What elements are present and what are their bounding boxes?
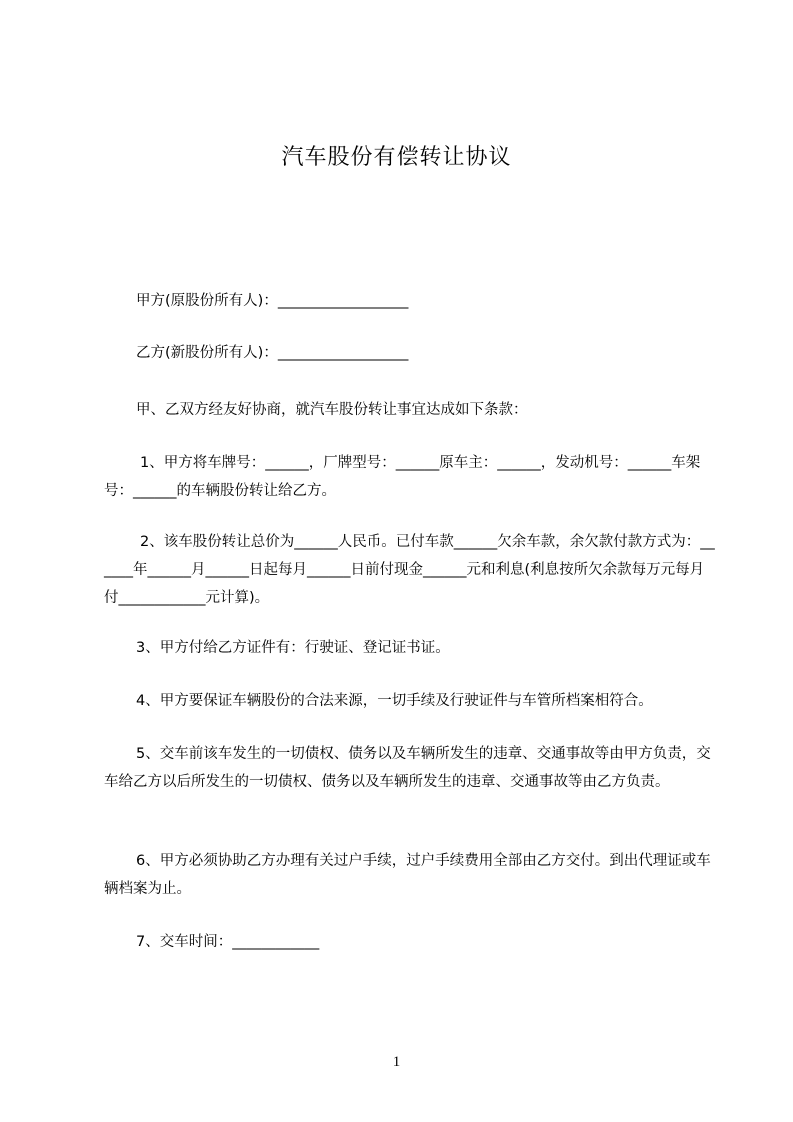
clause-6: 6、甲方必须协助乙方办理有关过户手续，过户手续费用全部由乙方交付。到出代理证或车辆档案为止。 bbox=[104, 853, 711, 897]
clause-4: 4、甲方要保证车辆股份的合法来源，一切手续及行驶证件与车管所档案相符合。 bbox=[136, 693, 653, 709]
intro-paragraph: 甲、乙双方经友好协商，就汽车股份转让事宜达成如下条款： bbox=[136, 402, 528, 418]
clause-1: 1、甲方将车牌号：______，厂牌型号：______原车主：______，发动机号：______车架号：______的车辆股份转让给乙方。 bbox=[104, 455, 701, 499]
document-title: 汽车股份有偿转让协议 bbox=[281, 145, 512, 170]
clause-7: 7、交车时间：____________ bbox=[136, 934, 320, 950]
clause-2: 2、该车股份转让总价为______人民币。已付车款______欠余车款，余欠款付款方式为：______年______月______日起每月______日前付现金______元和利息(利息按所欠余款每万元每月付____________元计算)。 bbox=[104, 534, 715, 606]
clause-3: 3、甲方付给乙方证件有：行驶证、登记证书证。 bbox=[136, 640, 450, 656]
clause-5: 5、交车前该车发生的一切债权、债务以及车辆所发生的违章、交通事故等由甲方负责，交车给乙方以后所发生的一切债权、债务以及车辆所发生的违章、交通事故等由乙方负责。 bbox=[104, 746, 711, 790]
page-number: 1 bbox=[392, 1054, 401, 1070]
party-b-line: 乙方(新股份所有人)：__________________ bbox=[136, 345, 409, 361]
party-a-line: 甲方(原股份所有人)：__________________ bbox=[136, 293, 409, 309]
